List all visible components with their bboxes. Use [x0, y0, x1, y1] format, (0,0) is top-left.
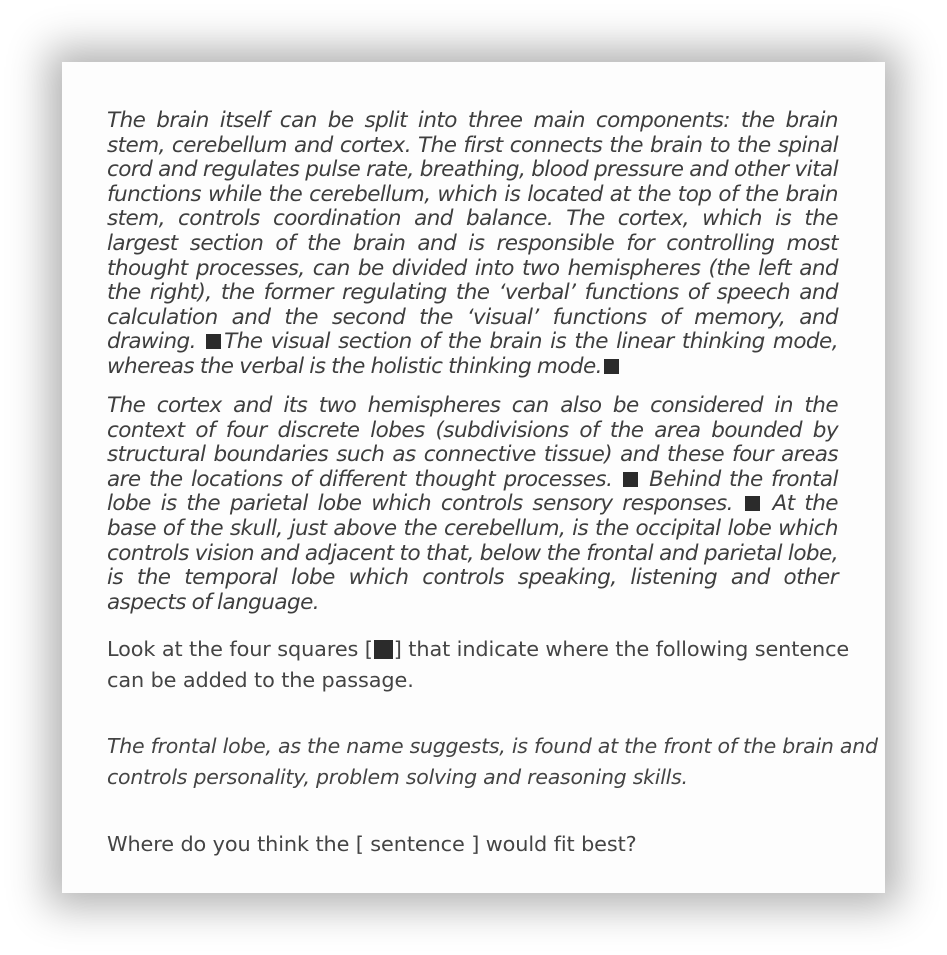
question-card [62, 62, 885, 893]
insertion-square-2[interactable] [604, 359, 619, 374]
passage-text: The visual section of the brain is the linear thinking mode, whereas the verbal is the holistic thinking mode. [107, 329, 838, 379]
instruction-text: ] that indicate where the following sentence can be added to the passage. [107, 637, 850, 692]
passage-text: At the base of the skull, just above the cerebellum, is the occipital lobe which controls vision and adjacent to that, below the frontal and parietal lobe, is the temporal lobe which controls speaking, listening and other aspects of language. [107, 491, 838, 615]
passage-text: The brain itself can be split into three main components: the brain stem, cerebellum and cortex. The first connects the brain to the spinal cord and regulates pulse rate, breathing, blood pressure and other vital functions while the cerebellum, which is located at the top of the brain stem, controls coordination and balance. The cortex, which is the largest section of the brain and is responsible for controlling most thought processes, can be divided into two hemispheres (the left and the right), the former regulating the ‘verbal’ functions of speech and calculation and the second the ‘visual’ functions of memory, and drawing. [107, 108, 838, 355]
question-instruction [107, 634, 883, 696]
instruction-text: Look at the four squares [ [107, 637, 373, 661]
question-prompt: Where do you think the [ sentence ] would fit best? [107, 832, 637, 856]
target-sentence: The frontal lobe, as the name suggests, is found at the front of the brain and controls personality, problem solving and reasoning skills. [107, 734, 878, 789]
square-marker-icon [374, 640, 393, 659]
insertion-square-4[interactable] [745, 496, 760, 511]
insertion-square-1[interactable] [206, 334, 221, 349]
passage-paragraph-2 [107, 394, 838, 615]
passage-text: The cortex and its two hemispheres can also be considered in the context of four discrete lobes (subdivisions of the area bounded by structural boundaries such as connective tissue) and these four areas are the locations of different thought processes. [107, 393, 838, 492]
passage-text: Behind the frontal lobe is the parietal lobe which controls sensory responses. [107, 466, 838, 517]
passage-paragraph-1 [107, 109, 838, 380]
insertion-square-3[interactable] [623, 472, 638, 487]
